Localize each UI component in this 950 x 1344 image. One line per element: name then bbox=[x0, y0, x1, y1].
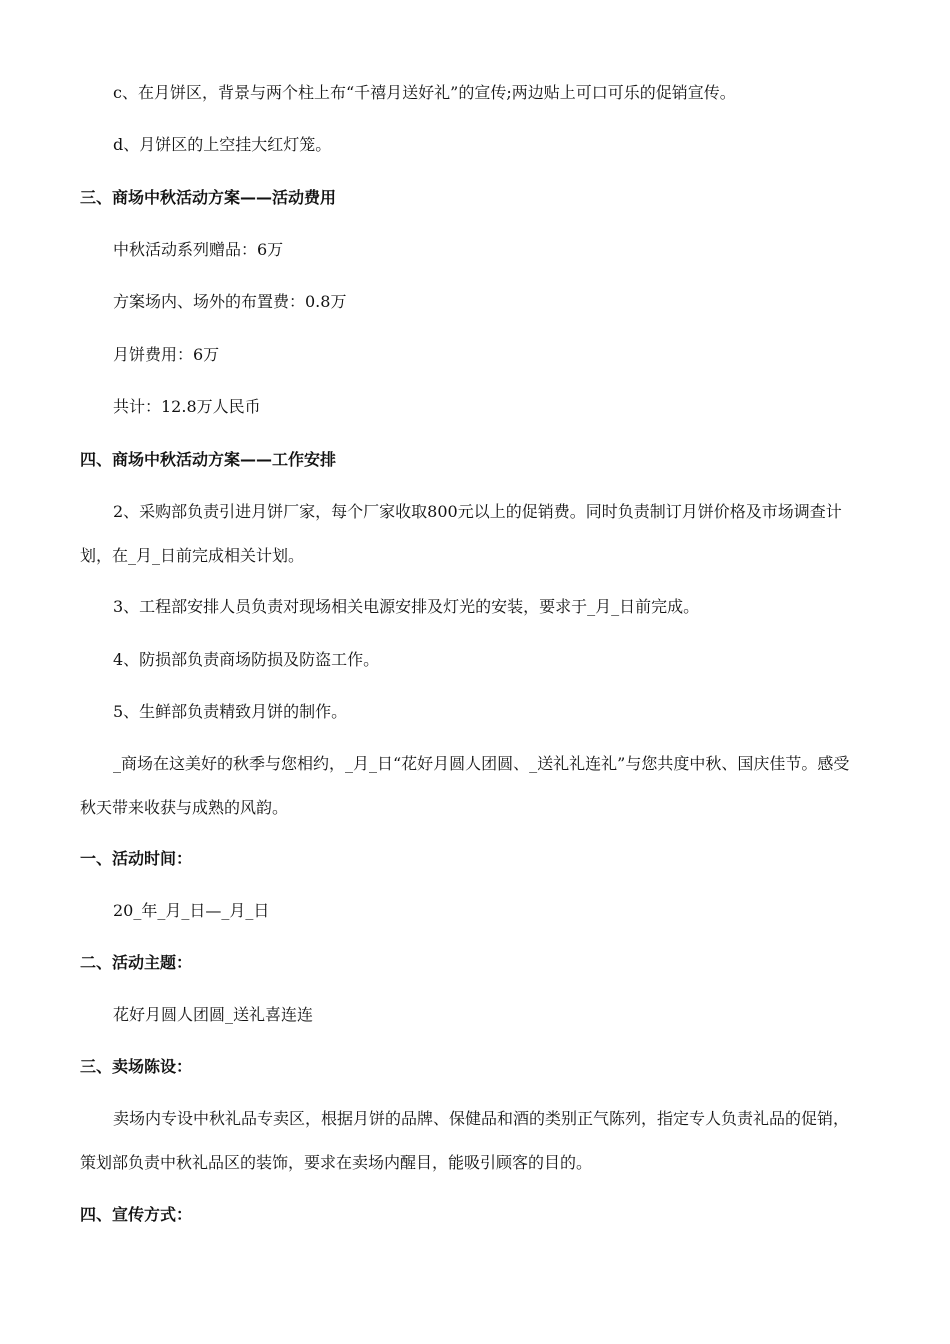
section-heading-theme: 二、活动主题： bbox=[80, 953, 193, 972]
fee-item-gifts: 中秋活动系列赠品：6万 bbox=[113, 240, 284, 259]
work-item-5: 5、生鲜部负责精致月饼的制作。 bbox=[113, 702, 348, 721]
fee-item-mooncake: 月饼费用：6万 bbox=[113, 345, 220, 364]
activity-theme-value: 花好月圆人团圆_送礼喜连连 bbox=[113, 1005, 314, 1024]
fee-total: 共计：12.8万人民币 bbox=[113, 397, 261, 416]
display-paragraph: 卖场内专设中秋礼品专卖区，根据月饼的品牌、保健品和酒的类别正气陈列，指定专人负责礼品的促销，策划部负责中秋礼品区的装饰，要求在卖场内醒目，能吸引顾客的目的。 bbox=[80, 1109, 850, 1172]
section-heading-time: 一、活动时间： bbox=[80, 849, 193, 868]
intro-paragraph: _商场在这美好的秋季与您相约，_月_日“花好月圆人团圆、_送礼礼连礼”与您共度中秋、国庆佳节。感受秋天带来收获与成熟的风韵。 bbox=[80, 754, 850, 817]
decoration-item-d: d、月饼区的上空挂大红灯笼。 bbox=[113, 135, 332, 154]
activity-time-value: 20_年_月_日—_月_日 bbox=[113, 901, 270, 920]
section-heading-display: 三、卖场陈设： bbox=[80, 1057, 193, 1076]
decoration-item-c: c、在月饼区，背景与两个柱上布“千禧月送好礼”的宣传;两边贴上可口可乐的促销宣传。 bbox=[113, 83, 736, 102]
section-heading-promotion: 四、宣传方式： bbox=[80, 1205, 193, 1224]
work-item-3: 3、工程部安排人员负责对现场相关电源安排及灯光的安装，要求于_月_日前完成。 bbox=[113, 597, 700, 616]
section-heading-work: 四、商场中秋活动方案——工作安排 bbox=[80, 450, 337, 469]
work-item-2: 2、采购部负责引进月饼厂家，每个厂家收取800元以上的促销费。同时负责制订月饼价格及市场调查计划，在_月_日前完成相关计划。 bbox=[80, 502, 842, 565]
work-item-4: 4、防损部负责商场防损及防盗工作。 bbox=[113, 650, 380, 669]
section-heading-fees: 三、商场中秋活动方案——活动费用 bbox=[80, 188, 337, 207]
fee-item-layout: 方案场内、场外的布置费：0.8万 bbox=[113, 292, 347, 311]
